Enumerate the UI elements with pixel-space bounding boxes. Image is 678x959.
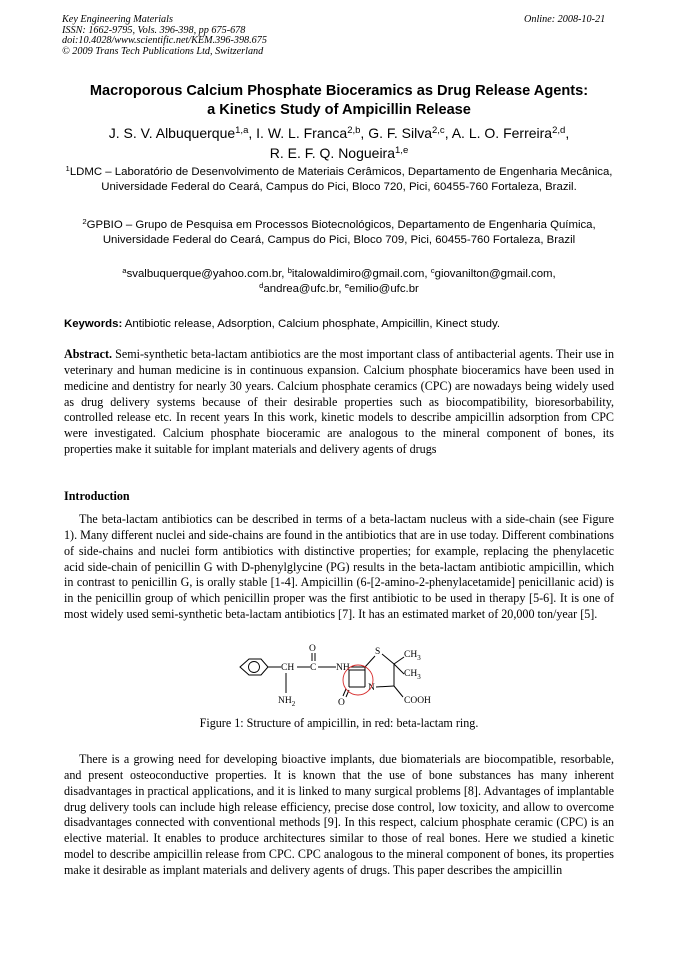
label-o-bot: O	[338, 698, 345, 708]
paper-title	[40, 82, 638, 119]
affiliation-1: $^1$LDMC – Laboratório de Desenvolvimento de Materiais Cerâmicos, Departamento de Engenharia Mecânica, Universidade Federal do Ceará, Campus do Pici, Bloco 720, Pici, 60455-760 Fortaleza, Brazil.	[65, 163, 613, 194]
copyright: © 2009 Trans Tech Publications Ltd, Switzerland	[62, 45, 264, 57]
title-line-2: a Kinetics Study of Ampicillin Release	[207, 101, 471, 118]
author: G. F. Silva$^{2,c}$,	[368, 124, 452, 141]
doi: doi:10.4028/www.scientific.net/KEM.396-398.675	[62, 35, 267, 47]
email: $^d$andrea@ufc.br,	[259, 280, 345, 296]
author-list	[40, 124, 638, 163]
email: $^a$svalbuquerque@yahoo.com.br,	[122, 265, 288, 280]
author: R. E. F. Q. Nogueira$^{1,e}$	[269, 144, 409, 161]
author: J. S. V. Albuquerque$^{1,a}$,	[108, 124, 257, 141]
online-date: Online: 2008-10-21	[524, 14, 606, 25]
label-o-top: O	[309, 644, 316, 654]
label-ch3-top: $CH_3$	[404, 650, 421, 662]
label-ch: CH	[281, 663, 295, 673]
author: I. W. L. Franca$^{2,b}$,	[256, 124, 369, 141]
journal-header	[62, 15, 267, 57]
ampicillin-structure-figure	[232, 640, 452, 710]
issn: ISSN: 1662-9795, Vols. 396-398, pp 675-678	[62, 24, 246, 36]
label-ch3-bot: $CH_3$	[404, 669, 421, 681]
email: $^e$emilio@ufc.br	[344, 280, 419, 296]
paragraph: The beta-lactam antibiotics can be described in terms of a beta-lactam nucleus with a side-chain (see Figure 1). Many different nuclei and side-chains are found in the antibiotics that are in use today. Different combinations of side-chains and nuclei form antibiotics with distinctive properties; for example, replacing the phenylacetic acid side-chain of penicillin G with D-phenylglycine (PG) results in the beta-lactam antibiotic ampicillin, which in contrast to penicillin G, is orally stable [1-4]. Ampicillin (6-[2-amino-2-phenylacetamide] penicillanic acid) is in the penicillin group of which penicillin proper was the first antibiotic to be used in therapy [5-6]. It is one of most widely used semi-synthetic beta-lactam antibiotics [7]. It has an estimated market of 20,000 ton/year [5].	[64, 512, 614, 622]
abstract	[64, 347, 614, 458]
journal-name: Key Engineering Materials	[62, 14, 173, 25]
aromatic-circle	[249, 662, 260, 673]
label-s: S	[375, 647, 381, 657]
abstract-label: Abstract.	[64, 347, 113, 361]
keywords	[64, 317, 616, 332]
label-nh2: $NH_2$	[278, 696, 296, 708]
keywords-text: Antibiotic release, Adsorption, Calcium phosphate, Ampicillin, Kinect study.	[124, 318, 501, 330]
figure-caption: Figure 1: Structure of ampicillin, in red: beta-lactam ring.	[199, 716, 479, 730]
affiliation-2: $^2$GPBIO – Grupo de Pesquisa em Processos Biotecnológicos, Departamento de Engenharia Química, Universidade Federal do Ceará, Campus do Pici, Bloco 709, Pici, 60455-760 Fortaleza, Brazil	[82, 216, 596, 247]
label-cooh: COOH	[404, 696, 431, 706]
keywords-label: Keywords:	[64, 318, 123, 330]
label-nh: NH	[336, 663, 350, 673]
label-c: C	[310, 663, 317, 673]
email: $^b$italowaldimiro@gmail.com,	[287, 265, 431, 280]
author: A. L. O. Ferreira$^{2,d}$,	[451, 124, 570, 141]
abstract-text: Semi-synthetic beta-lactam antibiotics are the most important class of antibacterial agents. Their use in veterinary and human medicine is in continuous expansion. Calcium phosphate bioceramics have been used in medicine and dentistry for nearly 30 years. Calcium phosphate ceramics (CPC) are nowadays being widely used as drug delivery systems because of their desirable properties such as biocompatibility, bioresorbability, controlled release etc. In recent years In this work, kinetic models to describe ampicillin adsorption from CPC were investigated. Calcium phosphate bioceramic are analogous to the mineral component of bones, its properties make it suitable for implant materials and delivery agents of drugs	[64, 347, 615, 457]
label-n: N	[368, 683, 375, 693]
paragraph: There is a growing need for developing bioactive implants, due biomaterials are biocompatible, resorbable, and present osteoconductive properties. It is known that the use of bone substances has many inherent disadvantages in practical applications, and it is linked to many surgical problems [8]. Advantages of implantable drug delivery tools can include high release efficiency, precise dose control, low toxicity, and allow to overcome disadvantages connected with conventional methods [9]. In this respect, calcium phosphate ceramic (CPC) is an elective material. It enables to produce architectures similar to those of real bones. Here we studied a kinetic model to describe ampicillin release from CPC. CPC analogous to the mineral component of bones, its properties make it desirable as implant materials and delivery agents of drugs. This paper describes the ampicillin	[64, 752, 614, 877]
section-heading: Introduction	[64, 489, 130, 503]
email-list	[60, 267, 618, 297]
title-line-1: Macroporous Calcium Phosphate Bioceramics as Drug Release Agents:	[89, 83, 589, 99]
email: $^c$giovanilton@gmail.com,	[430, 265, 556, 280]
